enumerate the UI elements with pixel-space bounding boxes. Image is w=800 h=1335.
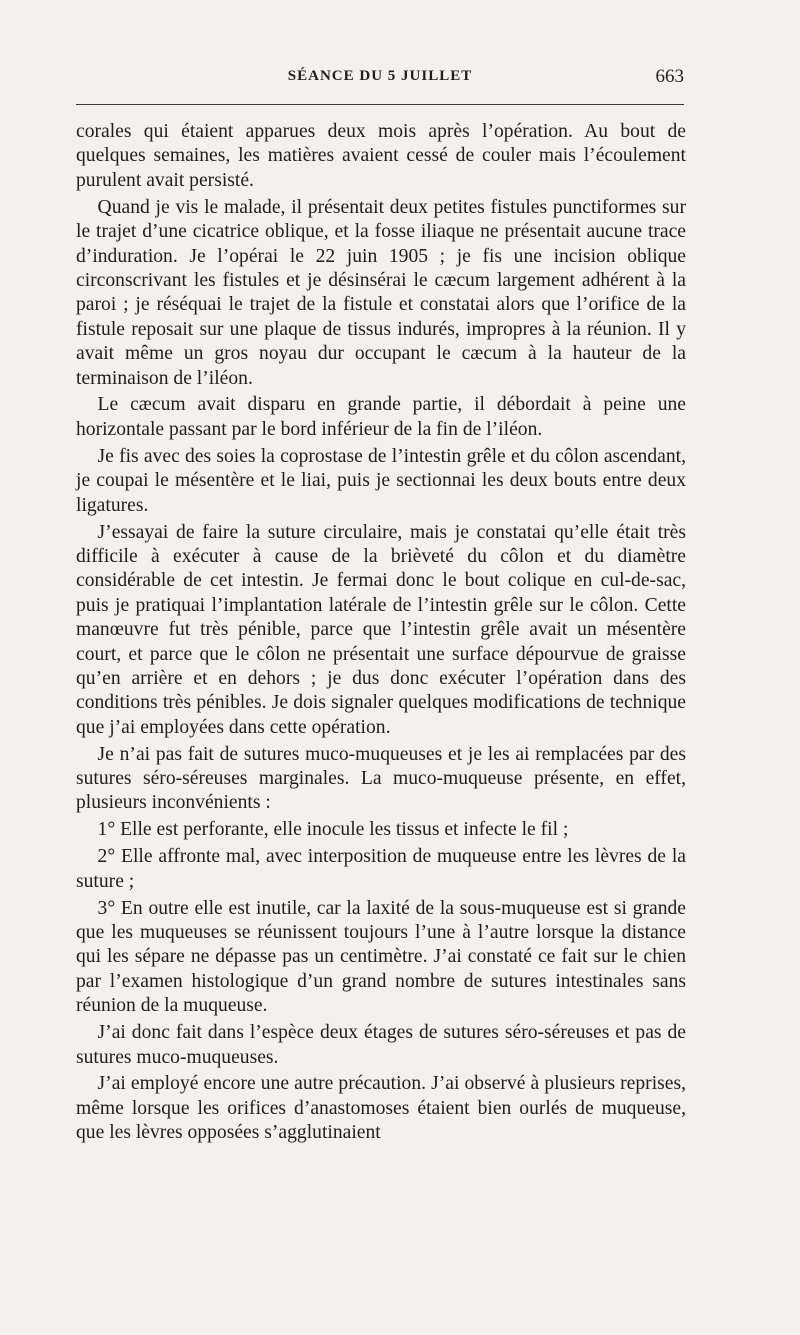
paragraph: J’essayai de faire la suture circulaire, mais je constatai qu’elle était très difficile à exécuter à cause de la brièveté du côlon et du diamètre considérable de cet intestin. Je fermai donc le bout colique en cul-de-sac, puis je pratiquai l’implantation latérale de l’intestin grêle sur le côlon. Cette manœuvre fut très pénible, parce que l’intestin grêle avait un mésentère court, et parce que le côlon ne présentait une surface dépourvue de graisse qu’en arrière et en dehors ; je dus donc exécuter l’opération dans des conditions très pénibles. Je dois signaler quelques modifications de technique que j’ai employées dans cette opération. bbox=[76, 521, 686, 738]
header-rule bbox=[76, 104, 684, 105]
body-text bbox=[76, 120, 686, 1148]
paragraph: Je n’ai pas fait de sutures muco-muqueuses et je les ai remplacées par des sutures séro-séreuses marginales. La muco-muqueuse présente, en effet, plusieurs inconvénients : bbox=[76, 743, 686, 814]
list-item: 2° Elle affronte mal, avec interposition de muqueuse entre les lèvres de la suture ; bbox=[76, 846, 686, 892]
list-item: 3° En outre elle est inutile, car la laxité de la sous-muqueuse est si grande que les muqueuses se réunissent toujours l’une à l’autre lorsque la distance qui les sépare ne dépasse pas un centimètre. J’ai constaté ce fait sur le chien par l’examen histologique d’un grand nombre de sutures intestinales sans réunion de la muqueuse. bbox=[76, 897, 686, 1017]
page-header bbox=[76, 64, 684, 94]
list-item: 1° Elle est perforante, elle inocule les tissus et infecte le fil ; bbox=[97, 819, 569, 841]
paragraph: Le cæcum avait disparu en grande partie, il débordait à peine une horizontale passant par le bord inférieur de la fin de l’iléon. bbox=[76, 394, 686, 440]
paragraph: J’ai employé encore une autre précaution. J’ai observé à plusieurs reprises, même lorsque les orifices d’anastomoses étaient bien ourlés de muqueuse, que les lèvres opposées s’agglutinaient bbox=[76, 1073, 686, 1144]
paragraph: corales qui étaient apparues deux mois après l’opération. Au bout de quelques semaines, les matières avaient cessé de couler mais l’écoulement purulent avait persisté. bbox=[76, 121, 686, 191]
paragraph: J’ai donc fait dans l’espèce deux étages de sutures séro-séreuses et pas de sutures muco-muqueuses. bbox=[76, 1022, 686, 1068]
paragraph: Je fis avec des soies la coprostase de l’intestin grêle et du côlon ascendant, je coupai le mésentère et le liai, puis je sectionnai les deux bouts entre deux ligatures. bbox=[76, 445, 686, 516]
paragraph: Quand je vis le malade, il présentait deux petites fistules punctiformes sur le trajet d’une cicatrice oblique, et la fosse iliaque ne présentait aucune trace d’induration. Je l’opérai le 22 juin 1905 ; je fis une incision oblique circonscrivant les fistules et je désinsérai le cæcum largement adhérent à la paroi ; je réséquai le trajet de la fistule et constatai alors que l’orifice de la fistule reposait sur une plaque de tissus indurés, impropres à la réunion. Il y avait même un gros noyau dur occupant le cæcum à la hauteur de la terminaison de l’iléon. bbox=[76, 196, 686, 389]
running-title: SÉANCE DU 5 JUILLET bbox=[287, 68, 473, 84]
page-number: 663 bbox=[655, 66, 684, 87]
